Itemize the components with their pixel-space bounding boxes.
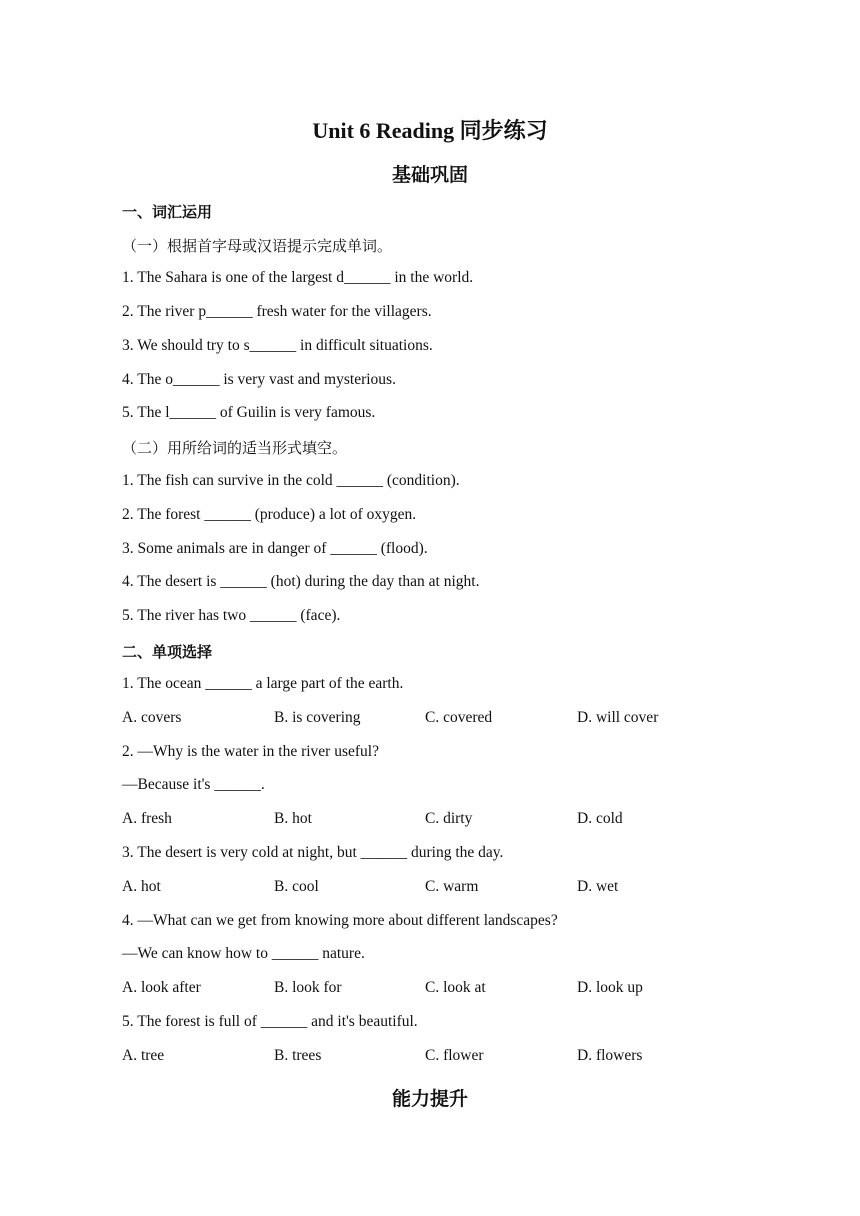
q4-option-d: D. look up [577,979,643,996]
q1-option-d: D. will cover [577,709,659,726]
section1-title: 一、词汇运用 [122,203,213,221]
q2-option-d: D. cold [577,810,623,827]
question-5-stem: 5. The forest is full of ______ and it's beautiful. [122,1013,418,1030]
document-title: Unit 6 Reading 同步练习 [312,118,548,143]
part1-item-1: 1. The Sahara is one of the largest d______ in the world. [122,269,474,286]
q5-option-d: D. flowers [577,1047,643,1064]
question-1-stem: 1. The ocean ______ a large part of the earth. [122,675,404,692]
part1-title: （一）根据首字母或汉语提示完成单词。 [122,237,393,255]
part1-item-4: 4. The o______ is very vast and mysterious. [122,371,396,388]
question-3-stem: 3. The desert is very cold at night, but ______ during the day. [122,844,504,861]
question-4-stem: 4. —What can we get from knowing more about different landscapes? [122,912,558,929]
question-2-reply: —Because it's ______. [122,776,265,793]
q3-option-b: B. cool [274,878,319,895]
part1-item-3: 3. We should try to s______ in difficult situations. [122,337,433,354]
part2-title: （二）用所给词的适当形式填空。 [122,439,348,457]
q3-option-c: C. warm [425,878,479,895]
q4-option-b: B. look for [274,979,342,996]
q4-option-c: C. look at [425,979,486,996]
heading-basic: 基础巩固 [391,164,468,186]
q2-option-b: B. hot [274,810,312,827]
q5-option-c: C. flower [425,1047,484,1064]
q4-option-a: A. look after [122,979,201,996]
q1-option-c: C. covered [425,709,493,726]
part2-item-2: 2. The forest ______ (produce) a lot of oxygen. [122,506,417,523]
part2-item-3: 3. Some animals are in danger of ______ (flood). [122,540,428,557]
q1-option-a: A. covers [122,709,182,726]
q3-option-a: A. hot [122,878,161,895]
part1-item-2: 2. The river p______ fresh water for the villagers. [122,303,432,320]
heading-advanced: 能力提升 [391,1088,468,1110]
part1-item-5: 5. The l______ of Guilin is very famous. [122,404,376,421]
q1-option-b: B. is covering [274,709,361,726]
q2-option-a: A. fresh [122,810,172,827]
section2-title: 二、单项选择 [122,643,213,661]
question-2-stem: 2. —Why is the water in the river useful? [122,743,379,760]
part2-item-5: 5. The river has two ______ (face). [122,607,341,624]
part2-item-4: 4. The desert is ______ (hot) during the day than at night. [122,573,480,590]
q2-option-c: C. dirty [425,810,473,827]
part2-item-1: 1. The fish can survive in the cold ______ (condition). [122,472,460,489]
q5-option-a: A. tree [122,1047,165,1064]
question-4-reply: —We can know how to ______ nature. [122,945,365,962]
q5-option-b: B. trees [274,1047,322,1064]
q3-option-d: D. wet [577,878,619,895]
